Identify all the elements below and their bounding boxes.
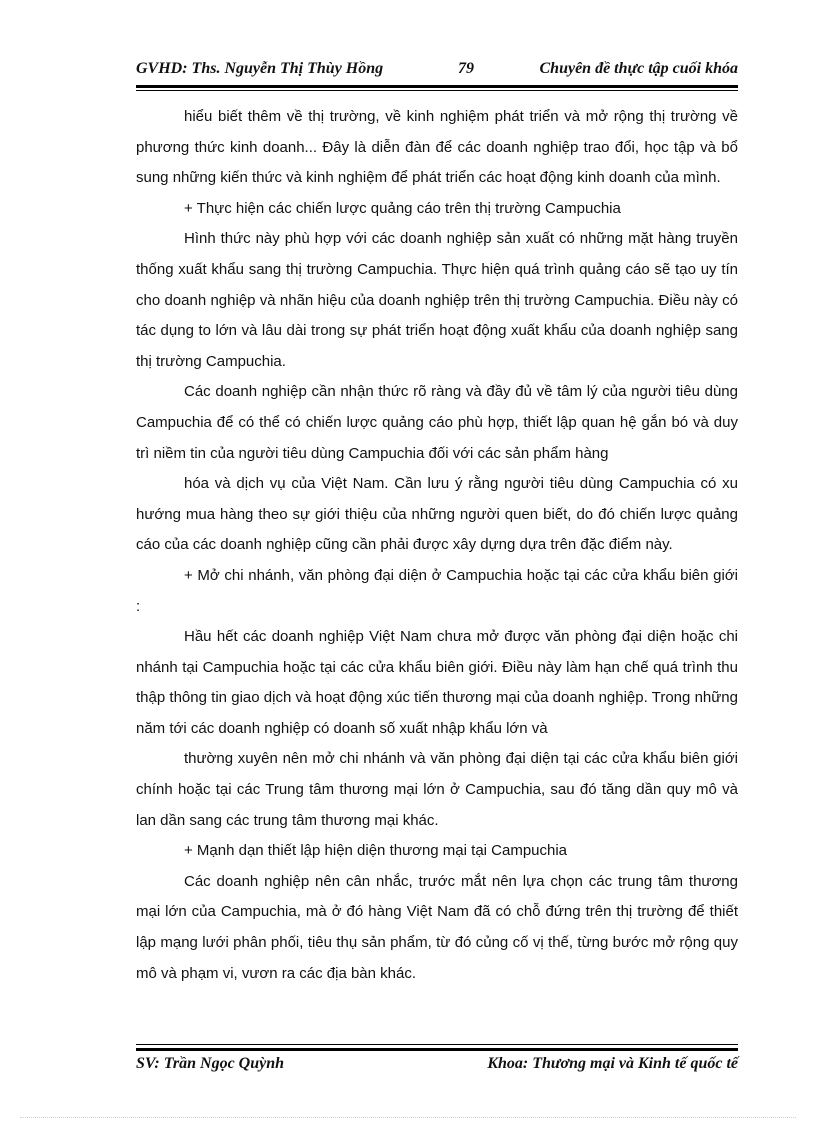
paragraph: Các doanh nghiệp nên cân nhắc, trước mắt nên lựa chọn các trung tâm thương mại lớn của Campuchia, mà ở đó hàng Việt Nam đã có chỗ đứng trên thị trường để thiết lập mạng lưới phân phối, tiêu thụ sản phẩm, từ đó củng cố vị thế, từng bước mở rộng quy mô và phạm vi, vươn ra các địa bàn khác. (136, 872, 738, 982)
footer-rule-thin (136, 1044, 738, 1045)
paragraph: Hầu hết các doanh nghiệp Việt Nam chưa mở được văn phòng đại diện hoặc chi nhánh tại Campuchia hoặc tại các cửa khẩu biên giới. Điều này làm hạn chế quá trình thu thập thông tin giao dịch và hoạt động xúc tiến thương mại của doanh nghiệp. Trong những năm tới các doanh nghiệp có doanh số xuất nhập khẩu lớn và (136, 628, 738, 737)
document-body (136, 102, 738, 989)
page-header (136, 58, 738, 82)
header-rule-thick (136, 85, 738, 88)
paragraph: Hình thức này phù hợp với các doanh nghiệp sản xuất có những mặt hàng truyền thống xuất khẩu sang thị trường Campuchia. Thực hiện quá trình quảng cáo sẽ tạo uy tín cho doanh nghiệp và nhãn hiệu của doanh nghiệp trên thị trường Campuchia. Điều này có tác dụng to lớn và lâu dài trong sự phát triển hoạt động xuất khẩu của doanh nghiệp sang thị trường Campuchia. (136, 230, 738, 370)
page-footer (136, 1055, 738, 1079)
paragraph: + Mở chi nhánh, văn phòng đại diện ở Campuchia hoặc tại các cửa khẩu biên giới : (136, 566, 738, 615)
student-label: SV: Trần Ngọc Quỳnh (136, 1055, 285, 1072)
paragraph: Các doanh nghiệp cần nhận thức rõ ràng và đầy đủ về tâm lý của người tiêu dùng Campuchia để có thể có chiến lược quảng cáo phù hợp, thiết lập quan hệ gắn bó và duy trì niềm tin của người tiêu dùng Campuchia đối với các sản phẩm hàng (136, 383, 738, 462)
page-number: 79 (458, 60, 474, 77)
paragraph: hóa và dịch vụ của Việt Nam. Cần lưu ý rằng người tiêu dùng Campuchia có xu hướng mua hàng theo sự giới thiệu của những người quen biết, do đó chiến lược quảng cáo của các doanh nghiệp cũng cần phải được xây dựng dựa trên đặc điểm này. (136, 475, 738, 554)
faculty-label: Khoa: Thương mại và Kinh tế quốc tế (487, 1055, 738, 1072)
paragraph: thường xuyên nên mở chi nhánh và văn phòng đại diện tại các cửa khẩu biên giới chính hoặc tại các Trung tâm thương mại lớn ở Campuchia, sau đó tăng dần quy mô và lan dần sang các trung tâm thương mại khác. (136, 750, 738, 829)
paragraph: + Thực hiện các chiến lược quảng cáo trên thị trường Campuchia (184, 199, 621, 217)
page-edge-dots (20, 1117, 796, 1118)
supervisor-label: GVHD: Ths. Nguyễn Thị Thùy Hồng (136, 60, 384, 77)
paragraph: + Mạnh dạn thiết lập hiện diện thương mại tại Campuchia (184, 842, 568, 860)
paragraph: hiểu biết thêm về thị trường, về kinh nghiệm phát triển và mở rộng thị trường về phương thức kinh doanh... Đây là diễn đàn để các doanh nghiệp trao đổi, học tập và bổ sung những kiến thức và kinh nghiệm để phát triển các hoạt động kinh doanh của mình. (136, 108, 738, 187)
report-title: Chuyên đề thực tập cuối khóa (539, 60, 738, 77)
footer-rule-thick (136, 1048, 738, 1051)
header-rule-thin (136, 90, 738, 91)
